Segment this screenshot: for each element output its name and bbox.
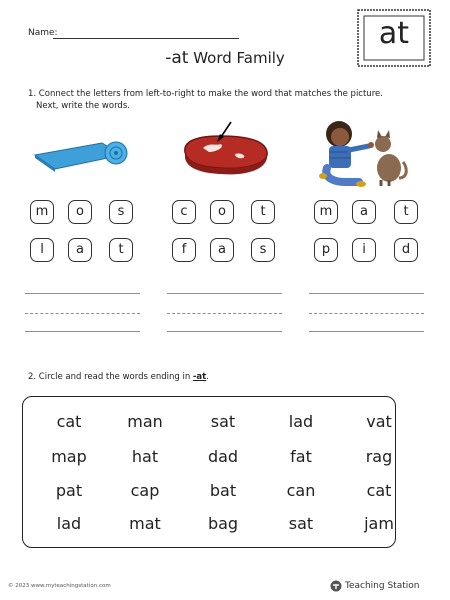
word-item[interactable]: bat xyxy=(209,481,237,500)
stamp-text: at xyxy=(378,16,410,51)
copyright-text: © 2023 www.myteachingstation.com xyxy=(8,583,111,589)
letter-box[interactable]: c xyxy=(172,200,196,224)
word-item[interactable]: bag xyxy=(207,514,239,533)
letter-box[interactable]: i xyxy=(352,238,376,262)
meat-icon xyxy=(175,118,275,180)
writing-line-top[interactable] xyxy=(25,293,140,294)
instructions-1-line2: Next, write the words. xyxy=(36,101,130,111)
word-item[interactable]: lad xyxy=(288,412,314,431)
instructions-1-line1: 1. Connect the letters from left-to-right to make the word that matches the picture. xyxy=(28,89,383,99)
letter-box[interactable]: a xyxy=(210,238,234,262)
word-item[interactable]: lad xyxy=(56,514,82,533)
title-rest: Word Family xyxy=(188,49,285,67)
writing-line-top[interactable] xyxy=(167,293,282,294)
word-item[interactable]: sat xyxy=(288,514,314,533)
name-label: Name: xyxy=(28,28,58,38)
letter-box[interactable]: m xyxy=(314,200,338,224)
logo-text: Teaching Station xyxy=(345,581,420,591)
instructions-2-ending: -at xyxy=(192,372,207,382)
word-item[interactable]: cat xyxy=(366,481,392,500)
letter-box[interactable]: t xyxy=(394,200,418,224)
word-item[interactable]: pat xyxy=(55,481,83,500)
word-item[interactable]: man xyxy=(127,412,163,431)
writing-line-mid xyxy=(25,313,140,314)
writing-line-mid xyxy=(309,313,424,314)
word-item[interactable]: map xyxy=(51,447,87,466)
instructions-2-prefix: 2. Circle and read the words ending in xyxy=(28,372,193,382)
writing-line-base xyxy=(309,331,424,332)
teaching-station-logo-icon xyxy=(330,580,342,592)
instructions-2-suffix: . xyxy=(206,372,209,382)
word-item[interactable]: can xyxy=(286,481,316,500)
word-item[interactable]: dad xyxy=(207,447,239,466)
word-item[interactable]: mat xyxy=(129,514,161,533)
word-item[interactable]: sat xyxy=(210,412,236,431)
word-item[interactable]: hat xyxy=(131,447,159,466)
writing-line-mid xyxy=(167,313,282,314)
instructions-1 xyxy=(28,88,408,112)
boy-petting-cat-icon xyxy=(315,112,425,192)
word-item[interactable]: jam xyxy=(364,514,394,533)
word-item[interactable]: fat xyxy=(290,447,312,466)
letter-box[interactable]: l xyxy=(30,238,54,262)
yoga-mat-icon xyxy=(30,125,130,175)
instructions-2 xyxy=(28,372,209,382)
letter-box[interactable]: a xyxy=(68,238,92,262)
name-line xyxy=(53,38,239,39)
letter-box[interactable]: t xyxy=(251,200,275,224)
writing-line-top[interactable] xyxy=(309,293,424,294)
writing-line-base xyxy=(25,331,140,332)
letter-box[interactable]: a xyxy=(352,200,376,224)
word-item[interactable]: rag xyxy=(365,447,393,466)
letter-box[interactable]: d xyxy=(394,238,418,262)
letter-box[interactable]: p xyxy=(314,238,338,262)
title-word: -at xyxy=(165,48,189,68)
letter-box[interactable]: o xyxy=(68,200,92,224)
word-item[interactable]: vat xyxy=(366,412,392,431)
letter-box[interactable]: o xyxy=(210,200,234,224)
letter-box[interactable]: f xyxy=(172,238,196,262)
writing-line-base xyxy=(167,331,282,332)
letter-box[interactable]: s xyxy=(109,200,133,224)
letter-box[interactable]: s xyxy=(251,238,275,262)
word-item[interactable]: cat xyxy=(56,412,82,431)
letter-box[interactable]: m xyxy=(30,200,54,224)
letter-box[interactable]: t xyxy=(109,238,133,262)
word-item[interactable]: cap xyxy=(130,481,160,500)
